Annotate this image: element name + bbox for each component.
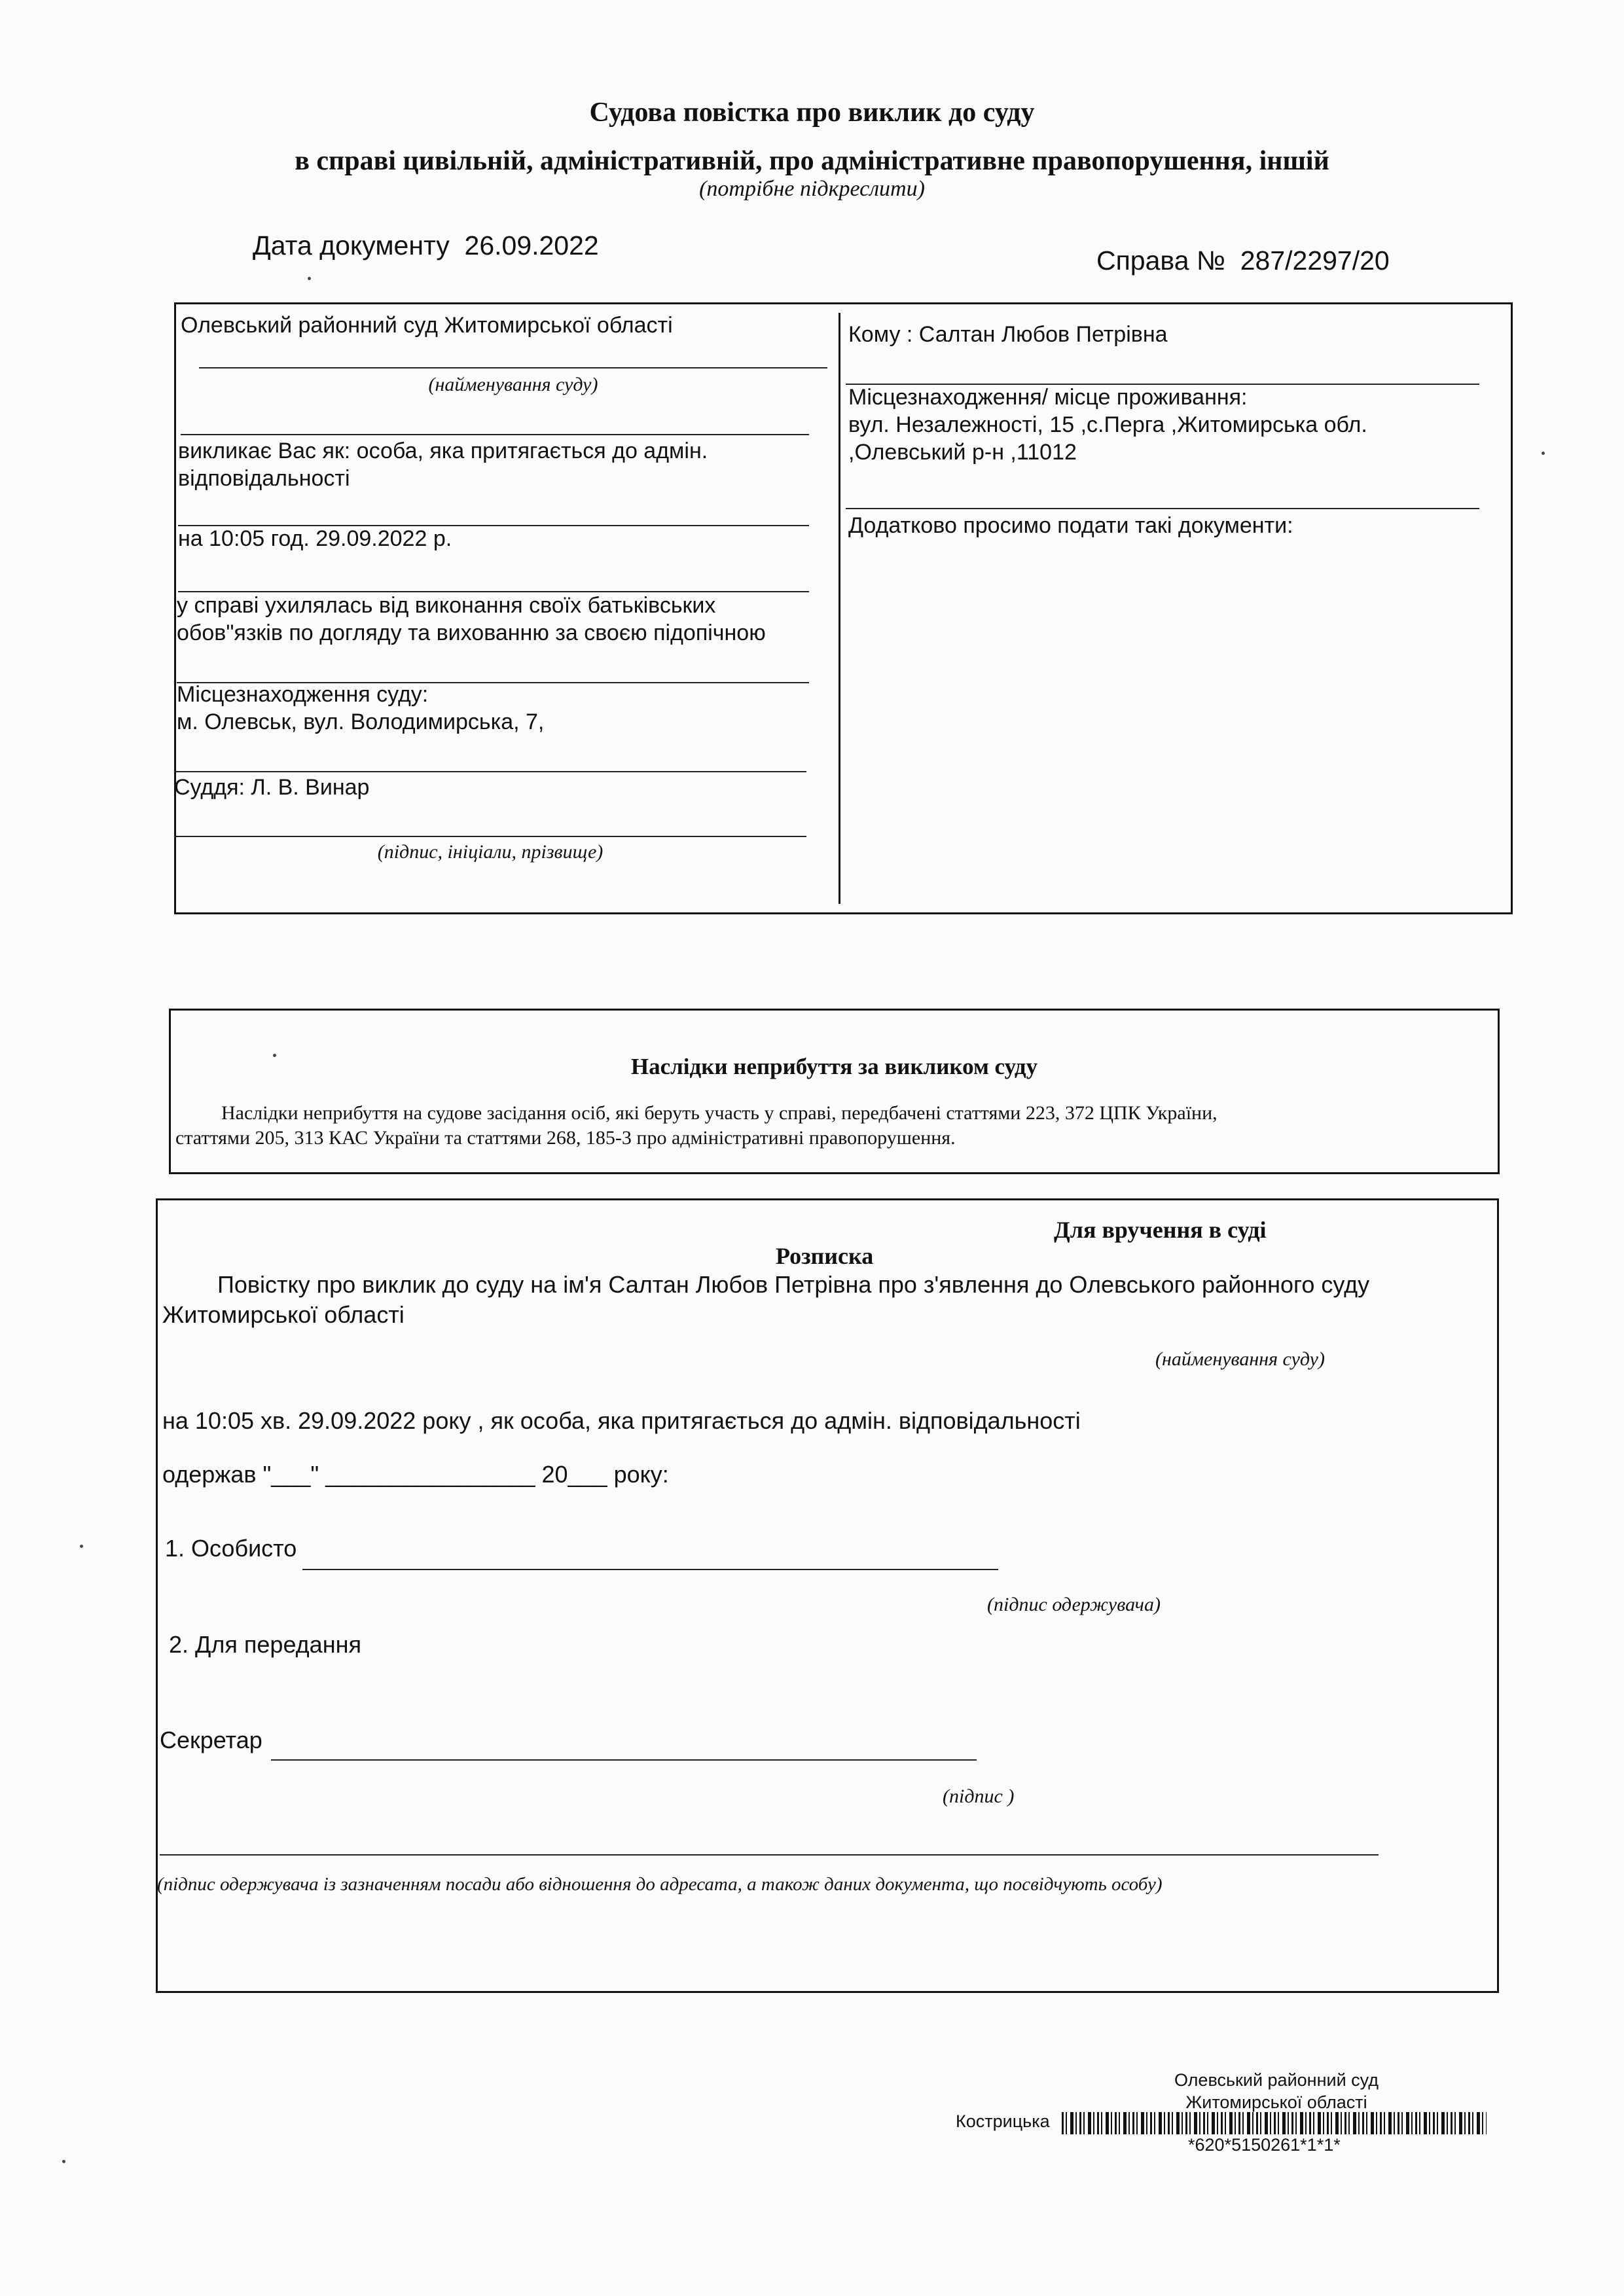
- court-name: Олевський районний суд Житомирської області: [181, 313, 673, 338]
- recipient-address: [848, 384, 1367, 466]
- personally-label: 1. Особисто: [165, 1535, 297, 1562]
- additional-documents: Додатково просимо подати такі документи:: [848, 513, 1293, 538]
- judge-signature-line: [174, 836, 806, 837]
- court-location-label: Місцезнаходження суду:: [177, 682, 429, 707]
- consequences-title: Наслідки неприбуття за викликом суду: [630, 1054, 1038, 1079]
- recipient-name: Кому : Салтан Любов Петрівна: [848, 322, 1168, 347]
- secretary-signature-line: [271, 1759, 977, 1761]
- receipt-summons-text: [162, 1270, 1491, 1330]
- address-line2: ,Олевський р-н ,11012: [848, 440, 1077, 465]
- stamp-court-line1: Олевський районний суд: [1174, 2070, 1379, 2090]
- summons-role-line2: відповідальності: [178, 466, 350, 491]
- case-number: [1096, 245, 1390, 276]
- receipt-title: Розписка: [776, 1243, 874, 1269]
- consequences-line2: статтями 205, 313 КАС України та статтями 268, 185-3 про адміністративні правопорушення.: [175, 1127, 956, 1149]
- received-date-line: одержав "___" ________________ 20___ року:: [162, 1461, 669, 1488]
- for-court-label: Для вручення в суді: [1054, 1217, 1267, 1243]
- barcode-text: *620*5150261*1*1*: [1188, 2135, 1341, 2155]
- consequences-line1: Наслідки неприбуття на судове засідання осіб, які беруть участь у справі, передбачені статтями 223, 372 ЦПК України,: [221, 1102, 1218, 1124]
- column-divider: [839, 313, 840, 904]
- date-value: 26.09.2022: [464, 230, 599, 260]
- summons-role-line1: викликає Вас як: особа, яка притягається до адмін.: [178, 439, 708, 463]
- divider-line: [181, 434, 809, 435]
- receipt-line2: Житомирської області: [162, 1301, 405, 1328]
- case-label: Справа №: [1096, 245, 1225, 276]
- clerk-name: Кострицька: [956, 2111, 1050, 2131]
- divider-line: [174, 771, 806, 772]
- barcode: [1062, 2112, 1487, 2134]
- stamp-court-line2: Житомирської області: [1185, 2092, 1367, 2112]
- document-note: (потрібне підкреслити): [699, 177, 925, 201]
- document-title: Судова повістка про виклик до суду: [589, 98, 1035, 128]
- scan-speck: [62, 2160, 65, 2163]
- date-label: Дата документу: [253, 230, 450, 260]
- recipient-signature-line: [302, 1569, 998, 1570]
- secretary-label: Секретар: [160, 1727, 262, 1753]
- address-line1: вул. Незалежності, 15 ,с.Перга ,Житомирська обл.: [848, 412, 1367, 437]
- final-signature-caption: (підпис одержувача із зазначенням посади або відношення до адресата, а також даних документа, що посвідчують особу): [157, 1874, 1163, 1895]
- final-signature-line: [160, 1854, 1379, 1856]
- receipt-line1: Повістку про виклик до суду на ім'я Салтан Любов Петрівна про з'явлення до Олевського районного суду: [217, 1271, 1370, 1298]
- divider-line: [846, 508, 1479, 509]
- receipt-court-caption: (найменування суду): [1155, 1348, 1325, 1370]
- address-label: Місцезнаходження/ місце проживання:: [848, 385, 1248, 410]
- judge-name: Суддя: Л. В. Винар: [174, 775, 370, 800]
- document-subtitle: в справі цивільній, адміністративній, про адміністративне правопорушення, іншій: [295, 146, 1329, 176]
- judge-caption: (підпис, ініціали, прізвище): [377, 841, 604, 863]
- transfer-label: 2. Для передання: [169, 1631, 361, 1658]
- court-location: [177, 681, 544, 736]
- scan-speck: [80, 1545, 83, 1548]
- court-name-underline: [199, 367, 827, 368]
- secretary-signature-caption: (підпис ): [943, 1785, 1015, 1807]
- recipient-signature-caption: (підпис одержувача): [987, 1594, 1161, 1615]
- court-name-caption: (найменування суду): [428, 374, 598, 395]
- scan-speck: [273, 1054, 276, 1057]
- scan-speck: [308, 277, 311, 280]
- scan-speck: [1542, 452, 1545, 455]
- case-matter: [177, 592, 766, 647]
- hearing-time: на 10:05 год. 29.09.2022 р.: [178, 526, 452, 551]
- document-date: [253, 230, 599, 261]
- case-value: 287/2297/20: [1240, 245, 1390, 276]
- receipt-time: на 10:05 хв. 29.09.2022 року , як особа, яка притягається до адмін. відповідальності: [162, 1407, 1081, 1434]
- consequences-text: [175, 1101, 1493, 1151]
- case-matter-line1: у справі ухилялась від виконання своїх батьківських: [177, 593, 716, 618]
- court-location-value: м. Олевськ, вул. Володимирська, 7,: [177, 709, 545, 734]
- case-matter-line2: обов"язків по догляду та вихованню за своєю підопічною: [177, 620, 766, 645]
- summons-role: [178, 437, 708, 492]
